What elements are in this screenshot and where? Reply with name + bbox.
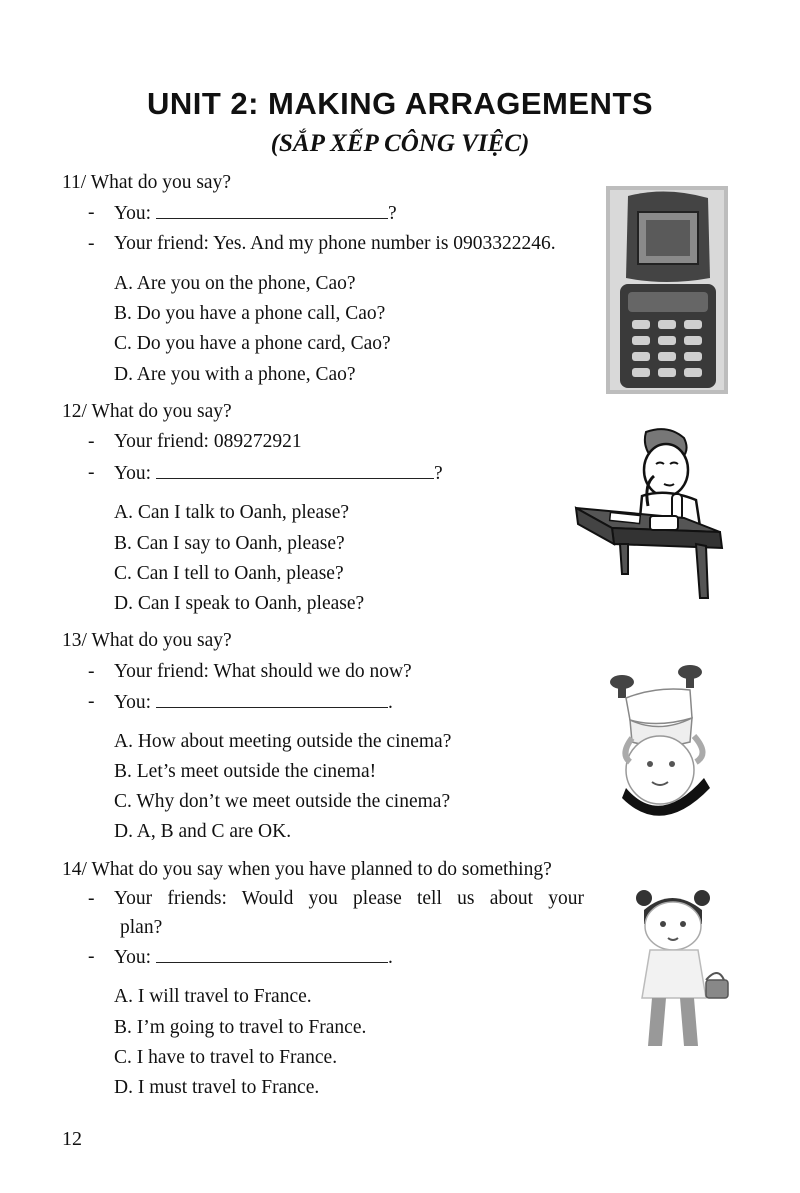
dash: - [88,661,95,682]
answer-blank-11[interactable] [156,202,388,219]
you-label: You: [114,692,152,713]
option-11-c[interactable]: C. Do you have a phone card, Cao? [114,333,391,354]
option-14-a[interactable]: A. I will travel to France. [114,986,312,1007]
man-on-phone-illustration [572,424,732,602]
friend-line-14-part-1: Your friends: Would you please tell us about your [114,888,584,909]
blank-end: ? [433,463,443,484]
you-label: You: [114,947,152,968]
friend-line-14 [114,888,584,910]
dash: - [88,888,95,909]
option-14-b[interactable]: B. I’m going to travel to France. [114,1017,367,1038]
you-line-12 [114,462,443,485]
option-14-d[interactable]: D. I must travel to France. [114,1077,320,1098]
question-14: 14/ What do you say when you have planned to do something? [62,859,552,880]
question-11: 11/ What do you say? [62,172,231,193]
you-line-13 [114,691,393,714]
friend-line-11: Your friend: Yes. And my phone number is 0903322246. [114,233,556,254]
dash: - [88,431,95,452]
you-line-14 [114,946,393,969]
option-11-d[interactable]: D. Are you with a phone, Cao? [114,364,356,385]
blank-end: . [387,692,393,713]
you-label: You: [114,463,152,484]
answer-blank-14[interactable] [156,946,388,963]
page-subtitle: (SẮP XẾP CÔNG VIỆC) [270,130,530,157]
dash: - [88,233,95,254]
option-12-d[interactable]: D. Can I speak to Oanh, please? [114,593,365,614]
answer-blank-13[interactable] [156,691,388,708]
option-13-c[interactable]: C. Why don’t we meet outside the cinema? [114,791,451,812]
option-12-c[interactable]: C. Can I tell to Oanh, please? [114,563,344,584]
friend-line-12: Your friend: 089272921 [114,431,302,452]
you-label: You: [114,203,152,224]
option-14-c[interactable]: C. I have to travel to France. [114,1047,338,1068]
page-title: UNIT 2: MAKING ARRAGEMENTS [146,86,654,121]
blank-end: ? [387,203,397,224]
girl-with-basket-illustration [628,880,732,1058]
option-13-b[interactable]: B. Let’s meet outside the cinema! [114,761,377,782]
dash: - [88,462,95,483]
you-line-11 [114,202,397,225]
option-13-d[interactable]: D. A, B and C are OK. [114,821,292,842]
option-11-a[interactable]: A. Are you on the phone, Cao? [114,273,356,294]
cartoon-kid-upside-down-illustration [600,658,730,818]
option-13-a[interactable]: A. How about meeting outside the cinema? [114,731,452,752]
option-11-b[interactable]: B. Do you have a phone call, Cao? [114,303,386,324]
answer-blank-12[interactable] [156,462,434,479]
friend-line-14-part-2: plan? [120,917,163,938]
dash: - [88,691,95,712]
option-12-b[interactable]: B. Can I say to Oanh, please? [114,533,345,554]
option-12-a[interactable]: A. Can I talk to Oanh, please? [114,502,350,523]
blank-end: . [387,947,393,968]
mobile-phone-illustration [606,186,728,394]
dash: - [88,202,95,223]
question-12: 12/ What do you say? [62,401,232,422]
question-13: 13/ What do you say? [62,630,232,651]
friend-line-13: Your friend: What should we do now? [114,661,412,682]
dash: - [88,946,95,967]
page-number: 12 [62,1128,82,1150]
